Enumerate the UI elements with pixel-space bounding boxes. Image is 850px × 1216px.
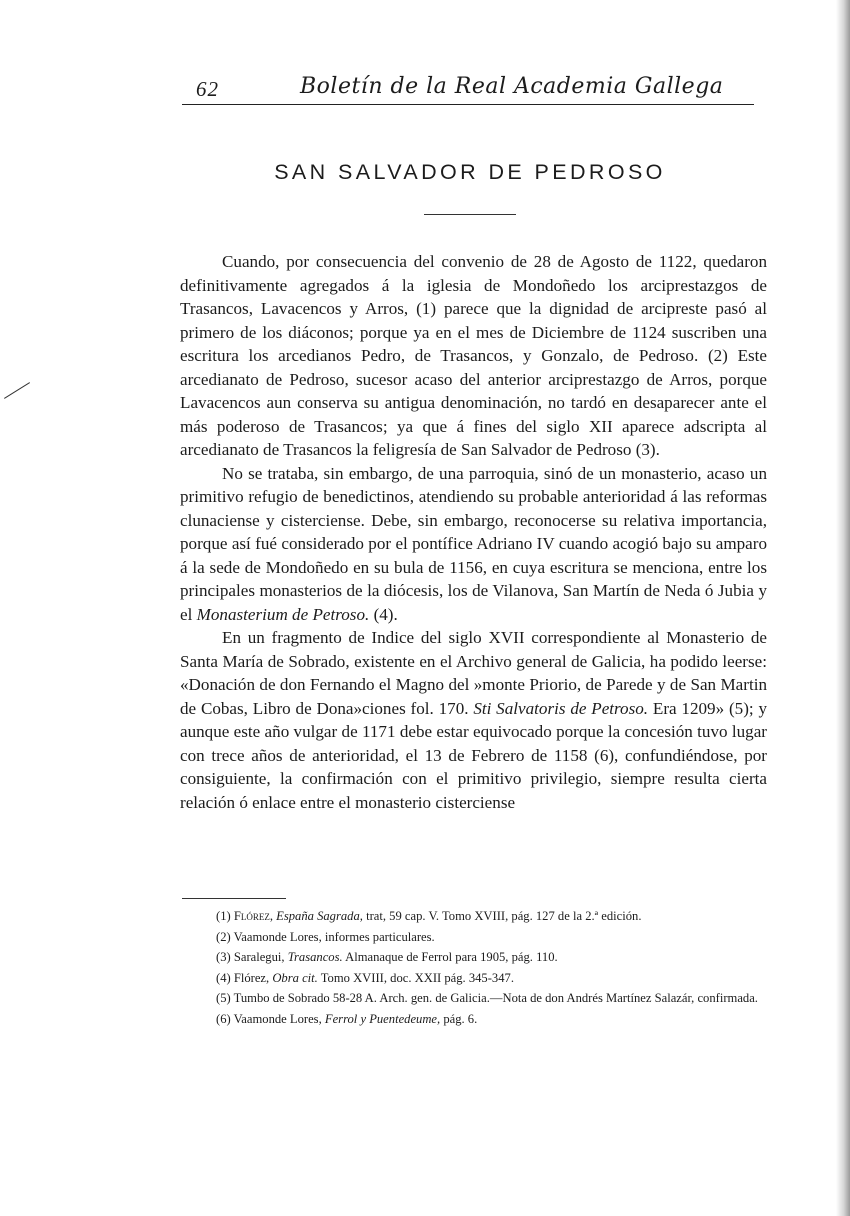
latin-citation: Monasterium de Petroso. bbox=[196, 604, 370, 624]
article-body bbox=[180, 250, 767, 814]
running-head bbox=[182, 74, 754, 105]
journal-title: Boletín de la Real Academia Gallega bbox=[300, 74, 724, 99]
page-edge-shadow bbox=[836, 0, 850, 1216]
footnote-1: (1) Flórez, España Sagrada, trat, 59 cap. V. Tomo XVIII, pág. 127 de la 2.ª edición. bbox=[216, 909, 642, 923]
footnote-3: (3) Saralegui, Trasancos. Almanaque de Ferrol para 1905, pág. 110. bbox=[216, 950, 558, 965]
article-title: SAN SALVADOR DE PEDROSO bbox=[274, 160, 666, 184]
page-number: 62 bbox=[196, 77, 219, 101]
footnote-divider bbox=[182, 898, 286, 899]
footnote-5: (5) Tumbo de Sobrado 58-28 A. Arch. gen. de Galicia.—Nota de don Andrés Martínez Salazár, confirmada. bbox=[216, 991, 758, 1006]
paragraph-3: En un fragmento de Indice del siglo XVII correspondiente al Monasterio de Santa María de Sobrado, existente en el Archivo general de Galicia, ha podido leerse: «Donación de don Fernando el Magno del »monte Priorio, de Parede y de San Martin de Cobas, Libro de Dona»ciones fol. 170. Sti Salvatoris de Petroso. Era 1209» (5); y aunque este año vulgar de 1171 debe estar equivocado porque la concesión tuvo lugar con trece años de anterioridad, el 13 de Febrero de 1158 (6), confundiéndose, por consiguiente, la confirmación con el primitivo privilegio, siempre resulta cierta relación ó enlace entre el monasterio cisterciense bbox=[180, 628, 767, 812]
paragraph-2: No se trataba, sin embargo, de una parroquia, sinó de un monasterio, acaso un primitivo refugio de benedictinos, atendiendo su probable anterioridad á las reformas clunaciense y cisterciense. Debe, sin embargo, reconocerse su relativa importancia, porque así fué considerado por el pontífice Adriano IV cuando acogió bajo su amparo á la sede de Mondoñedo en su bula de 1156, en cuya escritura se menciona, entre los principales monasterios de la diócesis, los de Vilanova, San Martín de Neda ó Jubia y el Monasterium de Petroso. (4). bbox=[180, 463, 767, 624]
title-divider bbox=[424, 214, 516, 215]
footnote-2: (2) Vaamonde Lores, informes particulares. bbox=[216, 929, 435, 944]
footnotes bbox=[180, 906, 772, 1030]
margin-pencil-mark bbox=[4, 382, 30, 399]
latin-citation: Sti Salvatoris de Petroso. bbox=[473, 698, 649, 718]
footnote-6: (6) Vaamonde Lores, Ferrol y Puentedeume, pág. 6. bbox=[216, 1011, 478, 1026]
paragraph-1: Cuando, por consecuencia del convenio de 28 de Agosto de 1122, quedaron definitivamente agregados á la iglesia de Mondoñedo los arciprestazgos de Trasancos, Lavacencos y Arros, (1) parece que la dignidad de arcipreste pasó al primero de los diáconos; porque ya en el mes de Diciembre de 1124 suscriben una escritura los arcedianos Pedro, de Trasancos, y Gonzalo, de Pedroso. (2) Este arcedianato de Pedroso, sucesor acaso del anterior arciprestazgo de Arros, porque Lavacencos aun conserva su antigua denominación, no tardó en desaparecer ante el más poderoso de Trasancos; ya que á fines del siglo XII aparece adscripta al arcedianato de Trasancos la feligresía de San Salvador de Pedroso (3). bbox=[180, 252, 767, 459]
footnote-4: (4) Flórez, Obra cit. Tomo XVIII, doc. XXII pág. 345-347. bbox=[216, 970, 514, 985]
